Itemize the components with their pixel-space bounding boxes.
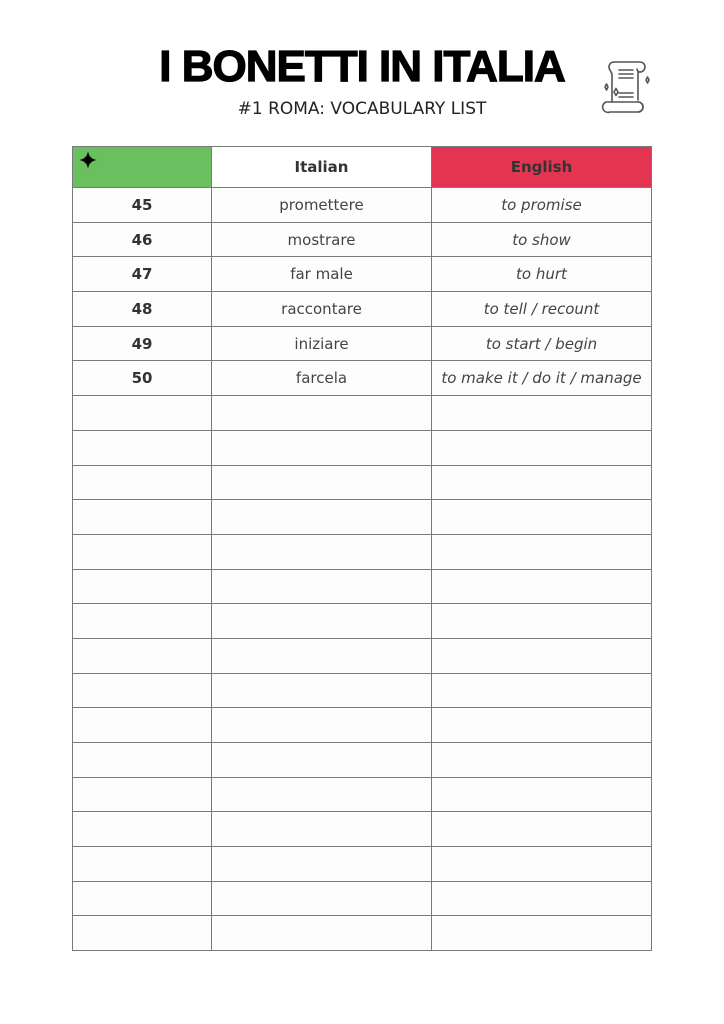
- cell-number: 45: [73, 188, 212, 223]
- cell-italian: [212, 812, 432, 847]
- cell-english: [432, 500, 652, 535]
- sparkle-icon: [79, 151, 97, 169]
- table-row: [73, 638, 652, 673]
- table-row: [73, 777, 652, 812]
- cell-english: [432, 430, 652, 465]
- column-header-number: [73, 147, 212, 188]
- cell-number: [73, 638, 212, 673]
- cell-english: [432, 812, 652, 847]
- cell-english: [432, 743, 652, 778]
- table-row: [73, 326, 652, 361]
- cell-number: [73, 743, 212, 778]
- cell-italian: far male: [212, 257, 432, 292]
- cell-english: [432, 777, 652, 812]
- table-row: [73, 292, 652, 327]
- table-row: [73, 188, 652, 223]
- cell-italian: raccontare: [212, 292, 432, 327]
- table-row: [73, 500, 652, 535]
- cell-number: [73, 916, 212, 951]
- cell-number: 50: [73, 361, 212, 396]
- cell-italian: [212, 534, 432, 569]
- cell-italian: promettere: [212, 188, 432, 223]
- cell-number: [73, 430, 212, 465]
- table-header-row: [73, 147, 652, 188]
- table-row: [73, 430, 652, 465]
- cell-italian: [212, 881, 432, 916]
- table-row: [73, 743, 652, 778]
- page-subtitle: #1 ROMA: VOCABULARY LIST: [237, 99, 487, 119]
- cell-english: [432, 569, 652, 604]
- cell-number: [73, 569, 212, 604]
- cell-number: [73, 777, 212, 812]
- cell-english: [432, 465, 652, 500]
- cell-english: to start / begin: [432, 326, 652, 361]
- cell-english: [432, 847, 652, 882]
- table-row: [73, 916, 652, 951]
- cell-english: [432, 534, 652, 569]
- cell-italian: [212, 465, 432, 500]
- cell-english: [432, 916, 652, 951]
- table-row: [73, 396, 652, 431]
- cell-english: [432, 604, 652, 639]
- cell-italian: [212, 638, 432, 673]
- cell-number: [73, 396, 212, 431]
- cell-english: [432, 673, 652, 708]
- scroll-icon: [600, 58, 652, 114]
- cell-number: [73, 847, 212, 882]
- cell-italian: farcela: [212, 361, 432, 396]
- table-row: [73, 673, 652, 708]
- cell-italian: iniziare: [212, 326, 432, 361]
- cell-english: [432, 881, 652, 916]
- table-row: [73, 361, 652, 396]
- table-row: [73, 881, 652, 916]
- cell-number: [73, 673, 212, 708]
- cell-english: to tell / recount: [432, 292, 652, 327]
- vocabulary-table: [72, 146, 652, 951]
- cell-number: [73, 500, 212, 535]
- cell-italian: [212, 500, 432, 535]
- table-row: [73, 812, 652, 847]
- cell-italian: [212, 743, 432, 778]
- table-row: [73, 604, 652, 639]
- cell-italian: [212, 396, 432, 431]
- cell-english: [432, 638, 652, 673]
- table-row: [73, 708, 652, 743]
- cell-number: [73, 881, 212, 916]
- cell-english: [432, 708, 652, 743]
- cell-number: [73, 465, 212, 500]
- cell-english: [432, 396, 652, 431]
- cell-number: 46: [73, 222, 212, 257]
- cell-number: 48: [73, 292, 212, 327]
- cell-english: to promise: [432, 188, 652, 223]
- cell-number: [73, 708, 212, 743]
- table-row: [73, 847, 652, 882]
- cell-italian: [212, 847, 432, 882]
- table-row: [73, 534, 652, 569]
- cell-english: to show: [432, 222, 652, 257]
- cell-italian: [212, 916, 432, 951]
- cell-italian: [212, 673, 432, 708]
- cell-number: [73, 604, 212, 639]
- cell-number: [73, 534, 212, 569]
- cell-english: to make it / do it / manage: [432, 361, 652, 396]
- cell-italian: [212, 708, 432, 743]
- table-row: [73, 569, 652, 604]
- column-header-italian: Italian: [212, 147, 432, 188]
- table-row: [73, 222, 652, 257]
- cell-italian: [212, 777, 432, 812]
- cell-number: 47: [73, 257, 212, 292]
- cell-italian: mostrare: [212, 222, 432, 257]
- page-title: I BONETTI IN ITALIA: [159, 42, 565, 91]
- column-header-english: English: [432, 147, 652, 188]
- cell-italian: [212, 604, 432, 639]
- cell-italian: [212, 430, 432, 465]
- cell-italian: [212, 569, 432, 604]
- table-row: [73, 257, 652, 292]
- cell-english: to hurt: [432, 257, 652, 292]
- cell-number: 49: [73, 326, 212, 361]
- table-row: [73, 465, 652, 500]
- cell-number: [73, 812, 212, 847]
